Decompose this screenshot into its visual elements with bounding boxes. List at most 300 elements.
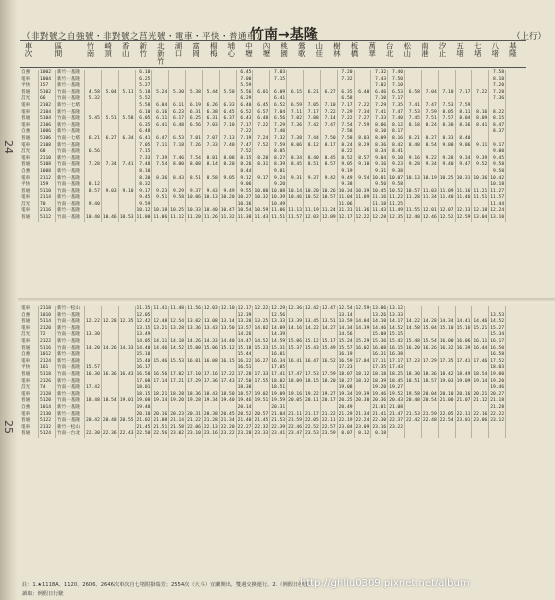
time-cell xyxy=(320,149,337,156)
time-cell xyxy=(421,83,438,90)
time-cell xyxy=(118,143,135,150)
train-type: 平快 xyxy=(20,182,39,189)
time-cell: 18.28 xyxy=(170,391,185,397)
header-station: 楊梅 xyxy=(209,42,219,57)
time-cell: 12.28 xyxy=(102,319,117,325)
time-cell: 13.36 xyxy=(187,325,201,331)
time-cell: 13.21 xyxy=(153,325,168,331)
train-route: 新竹一基隆 xyxy=(56,110,85,117)
time-cell: 17.17 xyxy=(389,358,404,364)
time-cell: 9.20 xyxy=(270,182,287,189)
train-number: 5116 xyxy=(39,346,56,353)
time-cell xyxy=(405,365,422,372)
time-cell xyxy=(219,70,236,77)
time-cell: 6.53 xyxy=(169,136,186,143)
time-cell xyxy=(85,103,102,110)
time-cell: 5.11 xyxy=(118,90,135,97)
time-cell: 21.28 xyxy=(203,418,218,424)
time-cell: 14.26 xyxy=(102,345,117,351)
time-cell: 17.23 xyxy=(338,365,353,371)
time-cell: 9.34 xyxy=(455,156,472,163)
train-number: 1008 xyxy=(39,169,56,176)
time-cell: 19.02 xyxy=(254,391,269,397)
time-cell: 15.23 xyxy=(254,345,269,351)
time-cell: 11.51 xyxy=(271,215,286,221)
time-cell xyxy=(186,70,203,77)
time-cell: 16.17 xyxy=(136,365,151,371)
time-cell: 7.43 xyxy=(371,77,388,84)
time-cell xyxy=(118,339,135,346)
time-cell: 20.10 xyxy=(439,391,454,397)
time-cell: 18.36 xyxy=(422,371,437,377)
time-cell: 10.26 xyxy=(321,188,336,194)
time-cell: 7.48 xyxy=(135,162,152,169)
train-route: 新竹一松山 xyxy=(56,425,85,432)
time-cell: 20.38 xyxy=(203,411,218,417)
time-cell xyxy=(186,365,203,372)
time-cell: 8.10 xyxy=(135,169,152,176)
direction-label: （上行） xyxy=(512,32,547,42)
time-cell: 9.31 xyxy=(371,169,388,176)
time-cell xyxy=(101,143,118,150)
time-cell: 22.52 xyxy=(304,424,319,430)
time-cell xyxy=(472,182,489,189)
time-cell: 19.20 xyxy=(372,385,387,391)
time-cell: 17.33 xyxy=(254,371,269,377)
train-type: 電車 xyxy=(20,392,39,399)
train-type: 莒光 xyxy=(20,149,39,156)
time-cell: 16.58 xyxy=(490,352,505,358)
time-cell: 6.40 xyxy=(236,103,253,110)
time-cell: 8.15 xyxy=(489,116,506,123)
time-cell: 17.59 xyxy=(321,371,336,377)
time-cell: 14.09 xyxy=(271,325,286,331)
time-cell xyxy=(354,405,371,412)
time-cell: 17.36 xyxy=(203,378,218,384)
time-cell xyxy=(405,352,422,359)
time-cell: 22.27 xyxy=(237,424,252,430)
time-cell xyxy=(438,96,455,103)
time-cell xyxy=(320,385,337,392)
time-cell: 15.46 xyxy=(153,358,168,364)
time-cell: 17.16 xyxy=(203,371,218,377)
time-cell xyxy=(219,129,236,136)
time-cell: 10.52 xyxy=(304,195,319,201)
time-cell: 15.29 xyxy=(355,338,370,344)
time-cell xyxy=(405,425,422,432)
timetable-bottom xyxy=(20,306,506,438)
time-cell: 11.12 xyxy=(170,215,185,221)
time-cell: 12.22 xyxy=(254,306,269,311)
time-cell: 5.18 xyxy=(135,90,152,97)
time-cell: 12.17 xyxy=(338,215,353,221)
time-cell: 6.11 xyxy=(169,103,186,110)
time-cell: 18.21 xyxy=(153,391,168,397)
time-cell xyxy=(219,149,236,156)
time-cell xyxy=(186,385,203,392)
time-cell xyxy=(253,332,270,339)
time-cell: 19.22 xyxy=(304,391,319,397)
time-cell xyxy=(253,96,270,103)
time-cell: 7.26 xyxy=(186,143,203,150)
time-cell: 6.40 xyxy=(354,90,371,97)
time-cell: 18.39 xyxy=(372,378,387,384)
time-cell: 8.06 xyxy=(371,123,388,130)
time-cell xyxy=(354,332,371,339)
time-cell: 11.41 xyxy=(153,306,168,311)
time-cell xyxy=(320,70,337,77)
time-cell: 17.14 xyxy=(153,378,168,384)
table-row xyxy=(20,169,506,176)
time-cell: 11.38 xyxy=(237,215,252,221)
train-type: 自強 xyxy=(20,352,39,359)
time-cell xyxy=(405,169,422,176)
time-cell: 15.57 xyxy=(86,365,100,371)
train-route: 新竹一基隆 xyxy=(56,379,85,386)
time-cell: 21.08 xyxy=(153,418,168,424)
train-route: 竹南一基隆 xyxy=(56,319,85,326)
book-spine xyxy=(0,0,18,600)
time-cell: 21.28 xyxy=(490,404,505,410)
time-cell: 6.41 xyxy=(152,123,169,130)
footnote-2: 讀取：例假日行駛 xyxy=(22,591,64,597)
time-cell: 7.10 xyxy=(219,123,236,130)
time-cell: 17.02 xyxy=(170,371,185,377)
train-number: 2116 xyxy=(39,208,56,215)
time-cell: 18.07 xyxy=(338,371,353,377)
table-row xyxy=(20,182,506,189)
header-station: 內壢 xyxy=(262,42,271,57)
time-cell: 21.02 xyxy=(136,418,151,424)
time-cell: 11.04 xyxy=(338,195,353,201)
time-cell: 19.40 xyxy=(136,404,151,410)
train-type: 自強 xyxy=(20,70,39,77)
time-cell: 5.58 xyxy=(118,116,135,123)
train-route: 竹南一基隆 xyxy=(56,418,85,425)
time-cell xyxy=(118,405,135,412)
time-cell xyxy=(489,425,506,432)
time-cell xyxy=(438,352,455,359)
train-route: 新竹一基隆 xyxy=(56,326,85,333)
time-cell xyxy=(472,70,489,77)
train-type: 普通 xyxy=(20,90,39,97)
time-cell: 7.32 xyxy=(270,136,287,143)
time-cell: 11.57 xyxy=(490,195,505,201)
time-cell xyxy=(169,149,186,156)
time-cell: 18.54 xyxy=(473,371,488,377)
time-cell: 20.23 xyxy=(170,411,185,417)
time-cell xyxy=(101,385,118,392)
time-cell: 16.01 xyxy=(187,358,201,364)
time-cell: 20.49 xyxy=(338,404,353,410)
time-cell: 15.36 xyxy=(372,338,387,344)
time-cell xyxy=(421,425,438,432)
time-cell xyxy=(219,96,236,103)
train-number: 2112 xyxy=(39,176,56,183)
time-cell: 7.40 xyxy=(270,129,287,136)
time-cell: 19.09 xyxy=(271,391,286,397)
time-cell xyxy=(303,182,320,189)
time-cell xyxy=(354,352,371,359)
train-route: 新竹一基隆 xyxy=(56,392,85,399)
time-cell xyxy=(421,306,438,313)
time-cell: 6.48 xyxy=(135,129,152,136)
time-cell: 11.22 xyxy=(389,195,404,201)
time-cell xyxy=(455,431,472,438)
time-cell: 18.12 xyxy=(355,371,370,377)
time-cell: 9.58 xyxy=(169,195,186,202)
time-cell: 15.44 xyxy=(237,352,252,358)
train-number: 2118 xyxy=(39,306,56,313)
time-cell: 6.41 xyxy=(135,136,152,143)
time-cell: 8.52 xyxy=(337,156,354,163)
time-cell xyxy=(303,365,320,372)
time-cell: 8.58 xyxy=(202,176,219,183)
time-cell: 8.15 xyxy=(236,156,253,163)
time-cell: 10.19 xyxy=(422,175,437,181)
train-route: 新竹一七堵 xyxy=(56,103,85,110)
train-type: 電車 xyxy=(20,156,39,163)
time-cell: 11.03 xyxy=(422,188,437,194)
time-cell: 10.49 xyxy=(271,201,286,207)
time-cell: 13.06 xyxy=(372,306,387,311)
train-type: 普通 xyxy=(20,372,39,379)
time-cell: 20.43 xyxy=(389,398,404,404)
time-cell: 8.05 xyxy=(270,149,287,156)
time-cell: 8.08 xyxy=(219,156,236,163)
time-cell xyxy=(438,431,455,438)
time-cell: 6.37 xyxy=(219,116,236,123)
time-cell: 9.47 xyxy=(455,162,472,169)
time-cell: 7.36 xyxy=(287,123,304,130)
time-cell: 7.32 xyxy=(337,77,354,84)
time-cell xyxy=(85,339,102,346)
time-cell: 10.25 xyxy=(170,208,185,214)
train-route: 新竹一基隆 xyxy=(56,359,85,366)
time-cell: 6.35 xyxy=(337,90,354,97)
timetable-top xyxy=(20,70,506,222)
time-cell: 8.16 xyxy=(388,136,405,143)
time-cell: 7.10 xyxy=(438,90,455,97)
train-type: 電車 xyxy=(20,412,39,419)
time-cell: 18.48 xyxy=(86,398,100,404)
time-cell: 10.45 xyxy=(372,188,387,194)
time-cell: 16.01 xyxy=(271,352,286,358)
header-route: 區間 xyxy=(54,42,63,57)
time-cell: 20.36 xyxy=(372,398,387,404)
time-cell xyxy=(118,182,135,189)
time-cell: 5.38 xyxy=(186,90,203,97)
time-cell xyxy=(152,365,169,372)
time-cell xyxy=(186,129,203,136)
train-route: 竹南一基隆 xyxy=(56,90,85,97)
time-cell xyxy=(438,405,455,412)
time-cell: 8.36 xyxy=(152,176,169,183)
time-cell: 6.58 xyxy=(337,96,354,103)
time-cell: 8.24 xyxy=(337,143,354,150)
header-station: 香山 xyxy=(121,42,131,57)
time-cell xyxy=(101,123,118,130)
table-row xyxy=(20,385,506,392)
time-cell: 11.46 xyxy=(456,195,471,201)
train-route: 新竹一基隆 xyxy=(56,339,85,346)
time-cell xyxy=(421,169,438,176)
time-cell: 6.25 xyxy=(135,77,152,84)
time-cell: 10.27 xyxy=(237,195,252,201)
time-cell: 9.49 xyxy=(337,176,354,183)
time-cell: 7.34 xyxy=(101,162,118,169)
time-cell: 16.15 xyxy=(220,358,235,364)
time-cell: 10.31 xyxy=(456,175,471,181)
time-cell: 22.20 xyxy=(220,424,235,430)
time-cell xyxy=(472,83,489,90)
time-cell xyxy=(152,149,169,156)
time-cell: 21.59 xyxy=(288,418,302,424)
time-cell: 10.39 xyxy=(271,195,286,201)
time-cell: 8.21 xyxy=(405,136,422,143)
time-cell xyxy=(455,352,472,359)
time-cell: 18.51 xyxy=(406,378,420,384)
time-cell xyxy=(118,195,135,202)
time-cell xyxy=(455,70,472,77)
time-cell: 21.41 xyxy=(372,411,387,417)
train-type: 普通 xyxy=(20,162,39,169)
time-cell: 7.38 xyxy=(287,136,304,143)
train-number: 5110 xyxy=(39,189,56,196)
page-title: 竹南→基隆 xyxy=(250,27,318,43)
time-cell xyxy=(219,169,236,176)
time-cell: 6.52 xyxy=(270,103,287,110)
time-cell: 7.11 xyxy=(152,143,169,150)
time-cell xyxy=(169,70,186,77)
time-cell xyxy=(152,405,169,412)
time-cell: 8.41 xyxy=(472,123,489,130)
time-cell: 6.45 xyxy=(253,103,270,110)
train-number: 5108 xyxy=(39,162,56,169)
time-cell: 23.47 xyxy=(288,431,302,437)
time-cell xyxy=(303,405,320,412)
time-cell: 14.47 xyxy=(237,338,252,344)
time-cell: 10.40 xyxy=(203,208,218,214)
time-cell: 16.31 xyxy=(372,352,387,358)
time-cell: 15.42 xyxy=(389,338,404,344)
train-route: 竹南一基隆 xyxy=(56,162,85,169)
time-cell xyxy=(118,365,135,372)
time-cell: 14.46 xyxy=(153,345,168,351)
time-cell: 7.05 xyxy=(135,143,152,150)
time-cell: 6.31 xyxy=(202,116,219,123)
time-cell xyxy=(455,77,472,84)
time-cell: 14.56 xyxy=(338,332,353,338)
time-cell: 14.28 xyxy=(422,319,437,325)
time-cell: 7.10 xyxy=(320,103,337,110)
train-number: 2106 xyxy=(39,123,56,130)
time-cell xyxy=(253,70,270,77)
time-cell: 7.33 xyxy=(202,143,219,150)
time-cell: 17.41 xyxy=(271,371,286,377)
time-cell: 9.04 xyxy=(371,156,388,163)
time-cell: 21.18 xyxy=(490,398,505,404)
time-cell: 12.35 xyxy=(119,319,134,325)
time-cell: 8.09 xyxy=(371,136,388,143)
time-cell xyxy=(354,365,371,372)
time-cell: 7.29 xyxy=(270,123,287,130)
time-cell: 7.40 xyxy=(388,70,405,77)
time-cell: 7.33 xyxy=(371,116,388,123)
time-cell xyxy=(202,405,219,412)
time-cell: 14.46 xyxy=(473,319,488,325)
time-cell: 14.39 xyxy=(355,325,370,331)
time-cell: 8.05 xyxy=(438,110,455,117)
time-cell xyxy=(421,182,438,189)
table-row xyxy=(20,365,506,372)
time-cell: 7.00 xyxy=(236,77,253,84)
time-cell: 8.51 xyxy=(303,162,320,169)
time-cell: 9.23 xyxy=(152,189,169,196)
train-type: 電車 xyxy=(20,77,39,84)
time-cell: 6.46 xyxy=(371,90,388,97)
time-cell: 11.00 xyxy=(136,215,151,221)
time-cell: 22.30 xyxy=(372,418,387,424)
time-cell: 23.10 xyxy=(187,431,201,437)
time-cell: 7.34 xyxy=(354,110,371,117)
time-cell: 22.11 xyxy=(456,411,471,417)
time-cell: 16.43 xyxy=(119,371,134,377)
time-cell: 19.27 xyxy=(389,385,404,391)
time-cell: 20.31 xyxy=(271,404,286,410)
time-cell: 11.21 xyxy=(473,188,488,194)
time-cell: 18.57 xyxy=(237,391,252,397)
time-cell xyxy=(287,83,304,90)
time-cell: 8.32 xyxy=(135,182,152,189)
train-route: 新竹一基隆 xyxy=(56,70,85,77)
time-cell xyxy=(101,169,118,176)
time-cell: 10.18 xyxy=(153,208,168,214)
time-cell: 8.16 xyxy=(472,110,489,117)
time-cell: 22.37 xyxy=(389,418,404,424)
time-cell: 14.41 xyxy=(456,319,471,325)
time-cell xyxy=(405,306,422,313)
time-cell: 20.27 xyxy=(490,391,505,397)
time-cell: 8.22 xyxy=(489,110,506,117)
time-cell: 21.29 xyxy=(338,411,353,417)
time-cell: 5.50 xyxy=(219,90,236,97)
train-number: 2102 xyxy=(39,103,56,110)
time-cell: 9.17 xyxy=(253,176,270,183)
time-cell: 8.39 xyxy=(270,162,287,169)
time-cell xyxy=(169,405,186,412)
time-cell xyxy=(118,123,135,130)
time-cell xyxy=(169,365,186,372)
time-cell: 19.01 xyxy=(119,398,134,404)
time-cell: 17.47 xyxy=(288,371,302,377)
time-cell: 8.27 xyxy=(270,156,287,163)
time-cell: 5.32 xyxy=(85,96,102,103)
page-fold xyxy=(18,298,555,303)
time-cell: 14.34 xyxy=(439,319,454,325)
time-cell: 14.58 xyxy=(406,325,420,331)
time-cell: 6.45 xyxy=(219,110,236,117)
time-cell: 14.52 xyxy=(490,319,505,325)
time-cell xyxy=(118,169,135,176)
time-cell xyxy=(320,169,337,176)
table-row xyxy=(20,103,506,110)
time-cell: 11.06 xyxy=(338,201,353,207)
time-cell: 11.40 xyxy=(439,195,454,201)
time-cell: 11.27 xyxy=(490,188,505,194)
train-type: 電車 xyxy=(20,110,39,117)
time-cell xyxy=(405,431,422,438)
